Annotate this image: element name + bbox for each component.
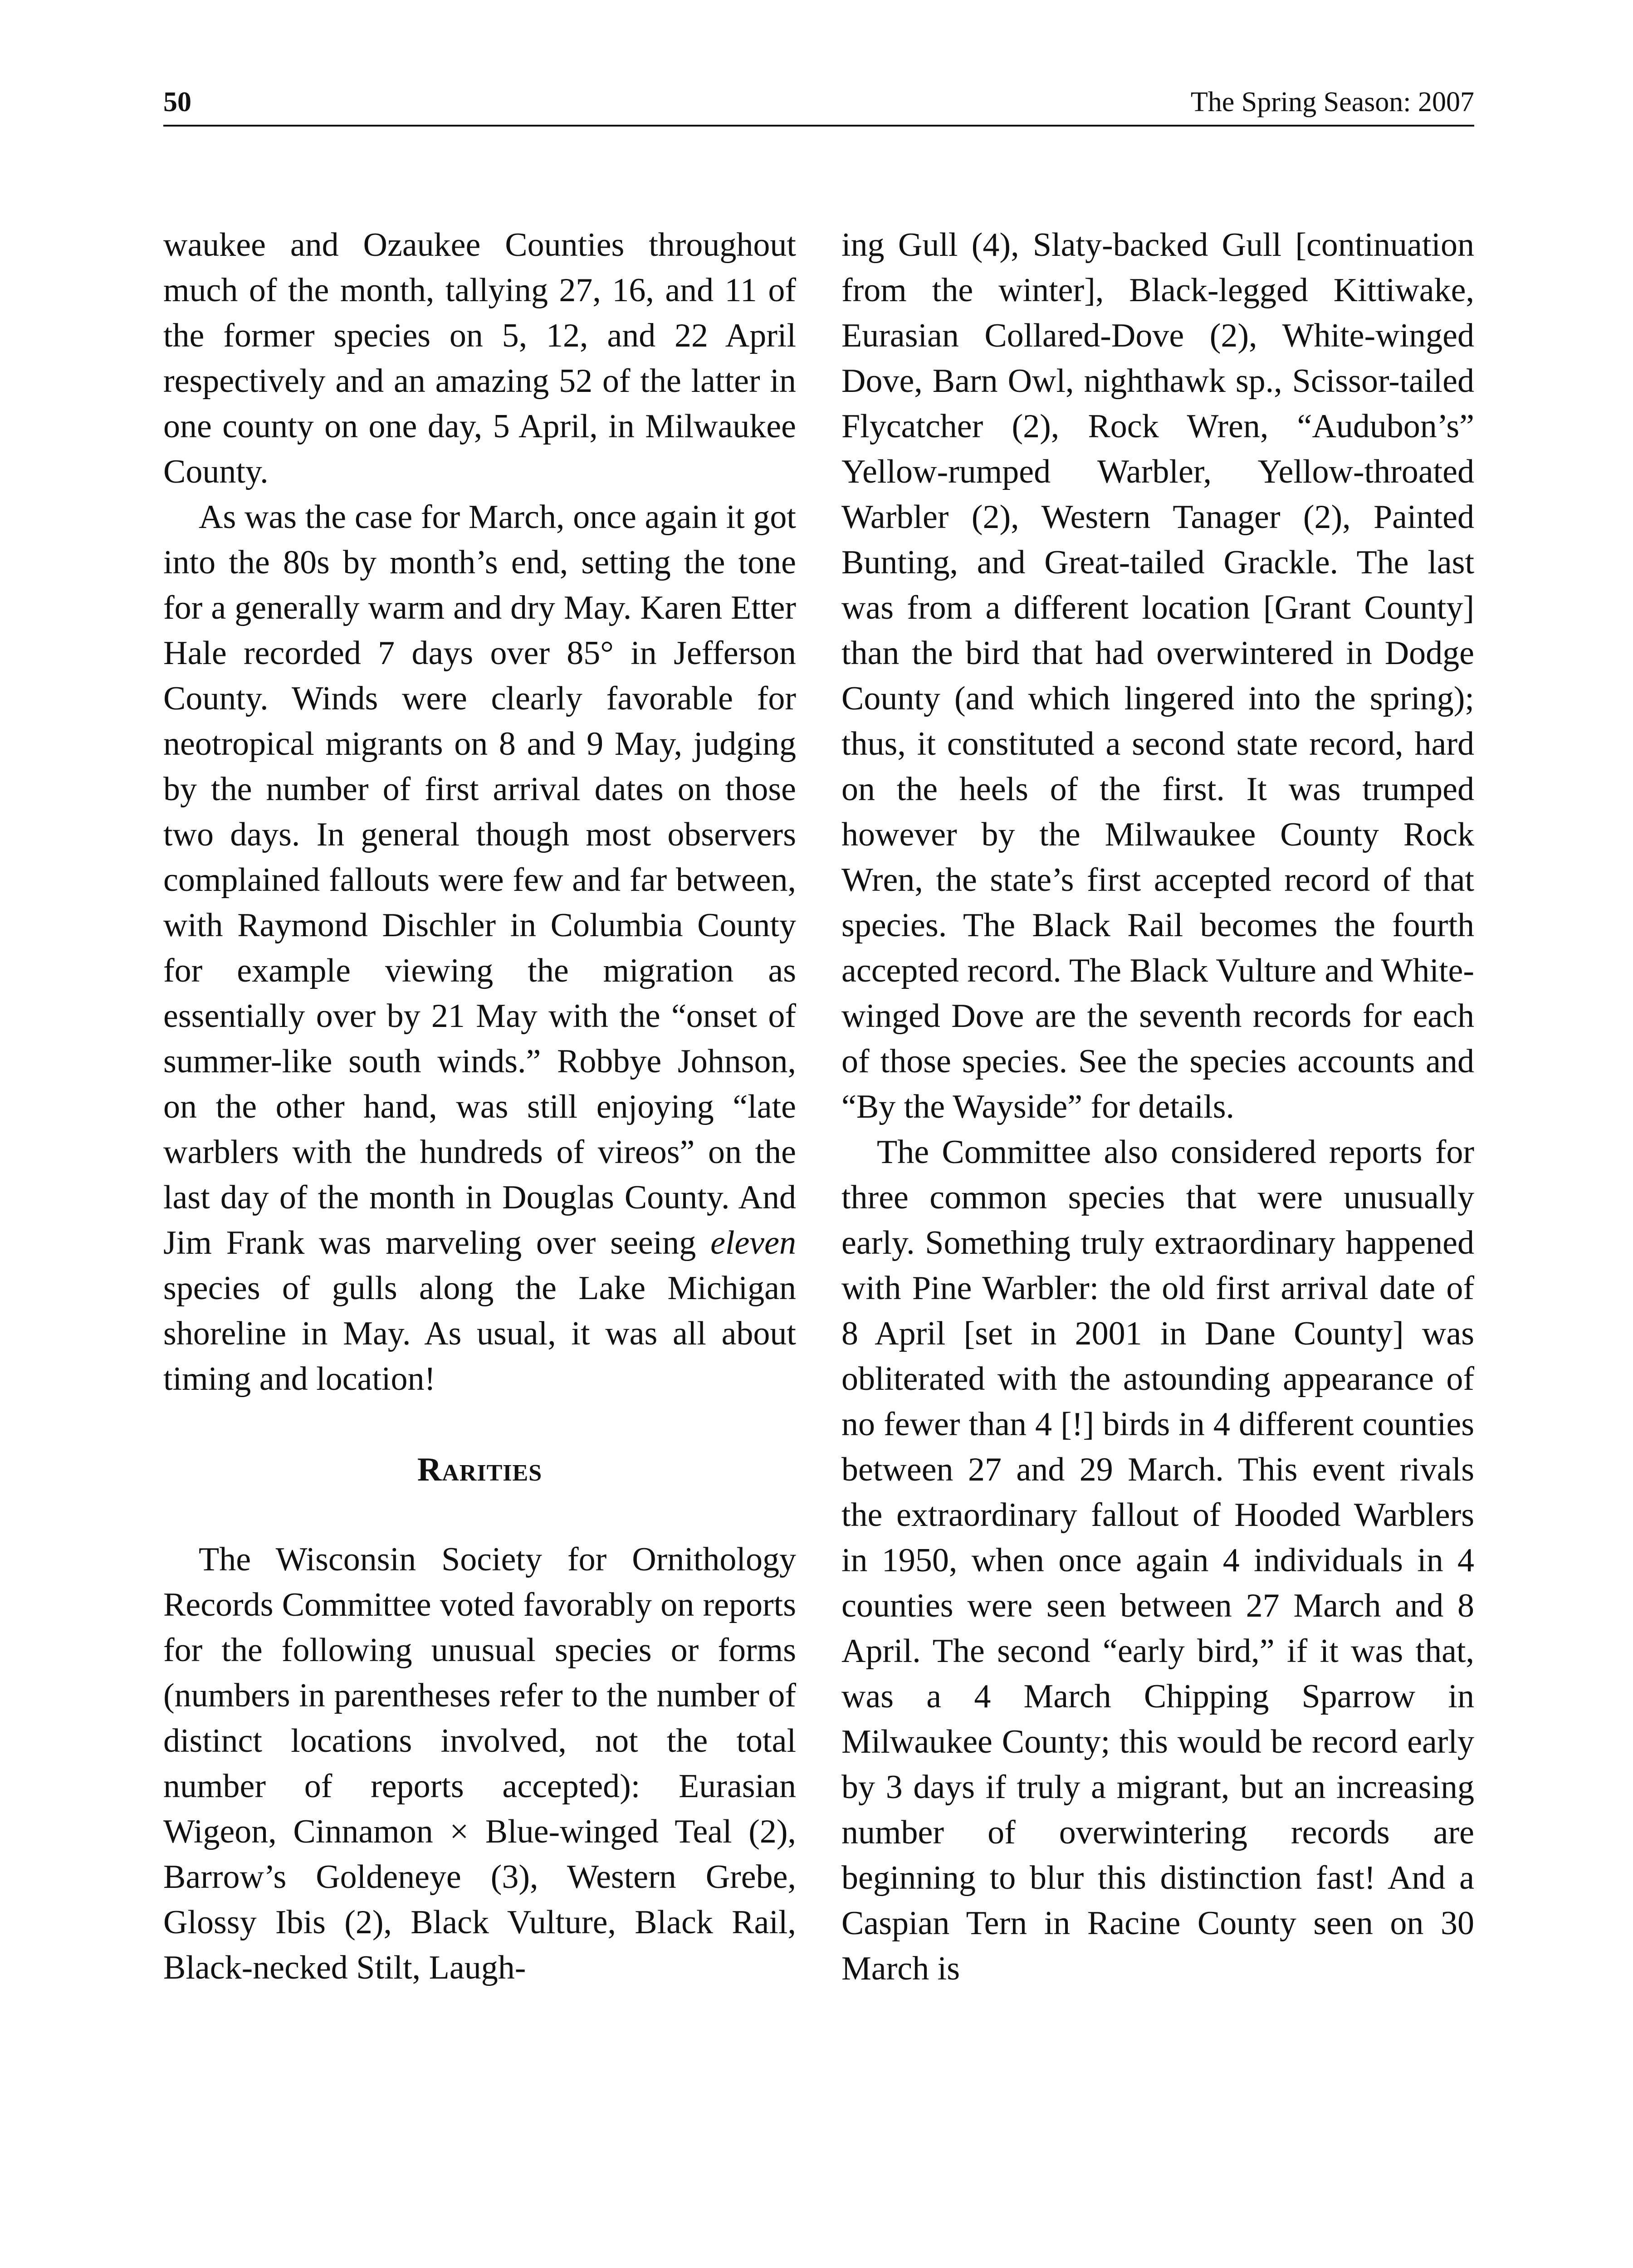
paragraph-continued: waukee and Ozaukee Counties throughout much of the month, tallying 27, 16, and 11 of the former species on 5, 12, and 22 April respectively and an amazing 52 of the latter in one county on one day, 5 April, in Milwaukee County. [163,226,796,490]
emphasis-text: eleven [710,1224,796,1261]
running-title: The Spring Season: 2007 [1190,87,1474,117]
paragraph-committee: The Committee also considered reports for three common species that were unusually early. Something truly extraordinary happened with Pine Warbler: the old first arrival date of 8 April [set in 2001 in Dane County] was obliterated with the astounding appearance of no fewer than 4 [!] birds in 4 different counties between 27 and 29 March. This event rivals the extraordinary fallout of Hooded Warblers in 1950, when once again 4 individuals in 4 counties were seen between 27 March and 8 April. The second “early bird,” if it was that, was a 4 March Chipping Sparrow in Milwaukee County; this would be record early by 3 days if truly a migrant, but an increasing number of overwintering records are beginning to blur this distinction fast! And a Caspian Tern in Racine County seen on 30 March is [841,1134,1474,1987]
right-column [841,222,1474,2268]
paragraph-rarities: The Wisconsin Society for Ornithology Records Committee voted favorably on reports for the following unusual species or forms (numbers in parentheses refer to the number of distinct locations involved, not the total number of reports accepted): Eurasian Wigeon, Cinnamon × Blue-winged Teal (2), Barrow’s Goldeneye (3), Western Grebe, Glossy Ibis (2), Black Vulture, Black Rail, Black-necked Stilt, Laugh- [163,1541,796,1986]
section-heading-rarities: Rarities [417,1451,543,1488]
paragraph-text: species of gulls along the Lake Michigan shoreline in May. As usual, it was all about timing and location! [163,1270,796,1398]
paragraph-weather [163,494,796,1402]
paragraph-continued: ing Gull (4), Slaty-backed Gull [continuation from the winter], Black-legged Kittiwake, Eurasian Collared-Dove (2), White-winged Dove, Barn Owl, nighthawk sp., Scissor-tailed Flycatcher (2), Rock Wren, “Audubon’s” Yellow-rumped Warbler, Yellow-throated Warbler (2), Western Tanager (2), Painted Bunting, and Great-tailed Grackle. The last was from a different location [Grant County] than the bird that had overwintered in Dodge County (and which lingered into the spring); thus, it constituted a second state record, hard on the heels of the first. It was trumped however by the Milwaukee County Rock Wren, the state’s first accepted record of that species. The Black Rail becomes the fourth accepted record. The Black Vulture and White-winged Dove are the seventh records for each of those species. See the species accounts and “By the Wayside” for details. [841,226,1474,1125]
left-column [163,222,796,2268]
paragraph-text: As was the case for March, once again it got into the 80s by month’s end, setting the tone for a generally warm and dry May. Karen Etter Hale recorded 7 days over 85° in Jefferson County. Winds were clearly favorable for neotropical migrants on 8 and 9 May, judging by the number of first arrival dates on those two days. In general though most observers complained fallouts were few and far between, with Raymond Dischler in Columbia County for example viewing the migration as essentially over by 21 May with the “onset of summer-like south winds.” Robbye Johnson, on the other hand, was still enjoying “late warblers with the hundreds of vireos” on the last day of the month in Douglas County. And Jim Frank was marveling over seeing [163,499,796,1261]
page-number: 50 [163,87,191,117]
running-head [163,79,1474,127]
